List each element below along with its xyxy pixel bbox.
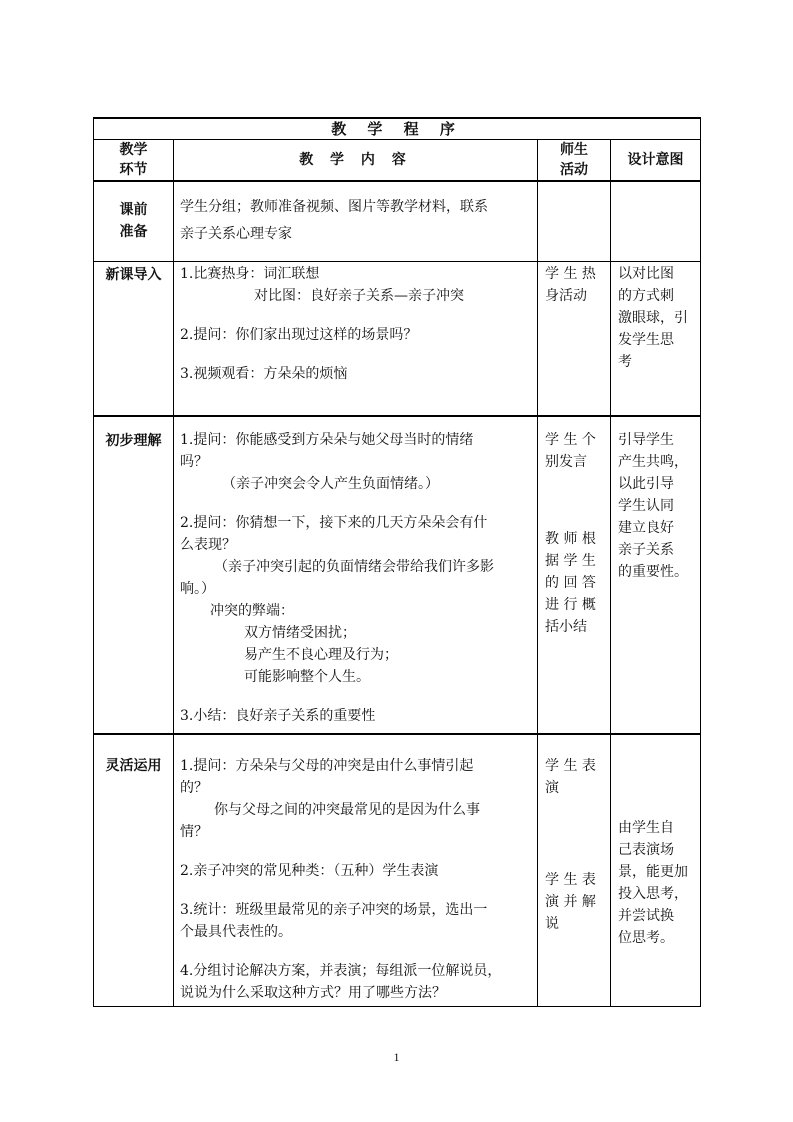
intent-cell: 由学生自 己表演场 景，能更加 投入思考， 并尝试换 位思考。 [611,734,701,1006]
header-intent: 设计意图 [611,140,701,182]
table-row [94,416,701,734]
intent-cell: 引导学生 产生共鸣， 以此引导 学生认同 建立良好 亲子关系 的重要性。 [611,416,701,734]
table-row [94,181,701,261]
activity-cell: 学 生 热 身活动 [538,261,611,416]
header-content: 教 学 内 容 [174,140,538,182]
content-cell: 1.提问：你能感受到方朵朵与她父母当时的情绪 吗？ （亲子冲突会令人产生负面情绪。） 2.提问：你猜想一下，接下来的几天方朵朵会有什 么表现？ （亲子冲突引起的负面情绪会带给我们许多影 响。） 冲突的弊端： 双方情绪受困扰； 易产生不良心理及行为； 可能影响整个人生。 3.小结：良好亲子关系的重要性 [174,416,538,734]
table-title: 教 学 程 序 [94,118,701,140]
stage-cell: 课前 准备 [94,181,174,261]
stage-cell: 灵活运用 [94,734,174,1006]
activity-cell: 学 生 表 演 学 生 表 演 并 解 说 [538,734,611,1006]
header-activity: 师生 活动 [538,140,611,182]
activity-cell [538,181,611,261]
table-row [94,261,701,416]
table-row [94,734,701,1006]
content-cell: 学生分组；教师准备视频、图片等教学材料，联系 亲子关系心理专家 [174,181,538,261]
activity-cell: 学 生 个 别发言 教 师 根 据 学 生 的 回 答 进 行 概 括小结 [538,416,611,734]
header-stage: 教学 环节 [94,140,174,182]
intent-cell [611,181,701,261]
header-row [94,140,701,182]
stage-cell: 新课导入 [94,261,174,416]
teaching-procedure-table [93,117,701,1007]
intent-cell: 以对比图 的方式刺 激眼球，引 发学生思 考 [611,261,701,416]
stage-cell: 初步理解 [94,416,174,734]
page-number: 1 [393,1050,400,1064]
content-cell: 1.提问：方朵朵与父母的冲突是由什么事情引起 的？ 你与父母之间的冲突最常见的是因为什么事 情？ 2.亲子冲突的常见种类：（五种）学生表演 3.统计：班级里最常见的亲子冲突的场景，选出一 个最具代表性的。 4.分组讨论解决方案，并表演；每组派一位解说员， 说说为什么采取这种方式？用了哪些方法？ [174,734,538,1006]
content-cell: 1.比赛热身：词汇联想 对比图：良好亲子关系—亲子冲突 2.提问：你们家出现过这样的场景吗？ 3.视频观看：方朵朵的烦恼 [174,261,538,416]
